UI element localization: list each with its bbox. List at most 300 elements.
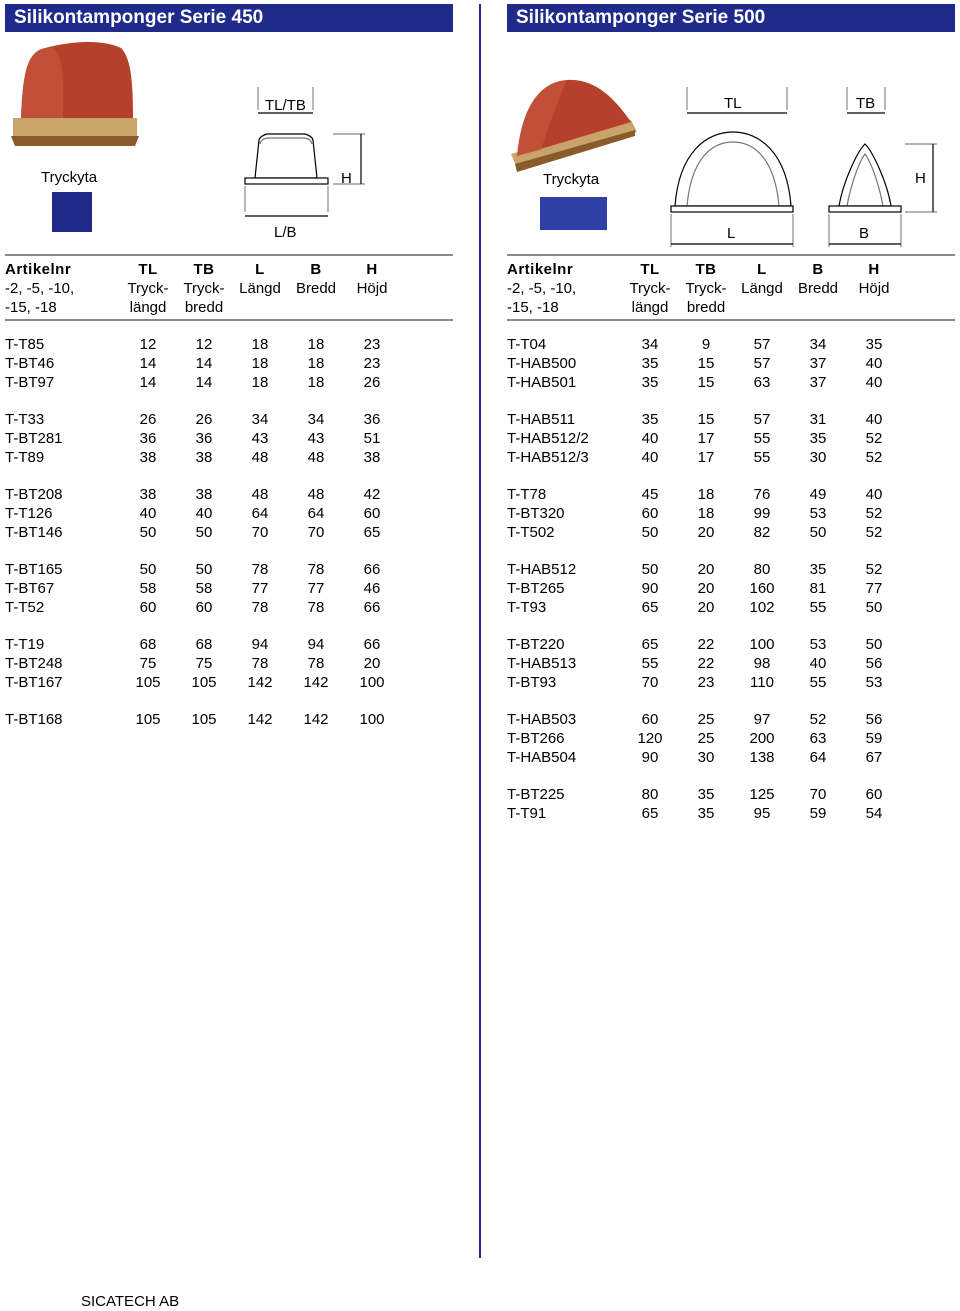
cell-artikelnr: T-BT266	[507, 730, 565, 747]
cell-b: 48	[307, 486, 325, 503]
cell-artikelnr: T-BT320	[507, 505, 565, 522]
cell-l: 94	[251, 636, 269, 653]
series-500-panel	[507, 4, 955, 841]
table-row	[5, 598, 453, 617]
cell-tb: 20	[697, 524, 715, 541]
cell-h: 59	[865, 730, 883, 747]
cell-b: 18	[307, 374, 325, 391]
cell-artikelnr: T-BT67	[5, 580, 55, 597]
cell-l: 100	[749, 636, 775, 653]
header-cell-b	[790, 298, 846, 317]
row-group	[507, 635, 955, 692]
header-cell-l	[232, 298, 288, 317]
header-cell-b	[288, 298, 344, 317]
cell-artikelnr: T-BT146	[5, 524, 63, 541]
cell-tl: 45	[641, 486, 659, 503]
dim-label-h: H	[341, 170, 352, 187]
cell-tb: 14	[195, 355, 213, 372]
cell-b: 55	[809, 674, 827, 691]
cell-artikelnr: T-T502	[507, 524, 555, 541]
cell-artikelnr: T-T33	[5, 411, 45, 428]
cell-h: 54	[865, 805, 883, 822]
cell-tb: 68	[195, 636, 213, 653]
header-cell-tb: bredd	[686, 299, 726, 316]
cell-h: 40	[865, 355, 883, 372]
cell-l: 76	[753, 486, 771, 503]
header-cell-tb: TB	[193, 261, 215, 278]
series-450-panel	[5, 4, 453, 747]
header-row	[507, 279, 955, 298]
cell-h: 56	[865, 711, 883, 728]
dim-label-b: B	[859, 225, 870, 242]
table-row	[5, 523, 453, 542]
cell-b: 142	[303, 711, 329, 728]
header-cell-h: Höjd	[858, 280, 890, 297]
table-row	[5, 373, 453, 392]
cell-h: 46	[363, 580, 381, 597]
cell-h: 56	[865, 655, 883, 672]
cell-artikelnr: T-BT220	[507, 636, 565, 653]
header-cell-tb: Tryck-	[183, 280, 225, 297]
cell-l: 18	[251, 374, 269, 391]
cell-b: 64	[809, 749, 827, 766]
cell-tl: 55	[641, 655, 659, 672]
header-cell-h	[344, 298, 400, 317]
table-row	[5, 635, 453, 654]
table-row	[5, 504, 453, 523]
cell-tl: 38	[139, 486, 157, 503]
cell-artikelnr: T-BT281	[5, 430, 63, 447]
cell-tl: 105	[135, 711, 161, 728]
cell-h: 66	[363, 599, 381, 616]
table-row	[5, 485, 453, 504]
cell-tb: 35	[697, 786, 715, 803]
dim-label-tl-tb: TL/TB	[265, 97, 306, 114]
header-cell-h: H	[868, 261, 880, 278]
cell-tl: 35	[641, 355, 659, 372]
cell-tb: 15	[697, 374, 715, 391]
header-cell-b: Bredd	[295, 280, 337, 297]
cell-tb: 26	[195, 411, 213, 428]
cell-h: 38	[363, 449, 381, 466]
header-cell-tl: längd	[631, 299, 669, 316]
table-row	[507, 635, 955, 654]
cell-tb: 50	[195, 561, 213, 578]
table-row	[5, 654, 453, 673]
table-row	[507, 804, 955, 823]
cell-l: 48	[251, 486, 269, 503]
header-cell-artikelnr: -15, -18	[507, 299, 559, 316]
cell-b: 53	[809, 505, 827, 522]
cell-b: 63	[809, 730, 827, 747]
table-row	[507, 673, 955, 692]
cell-b: 18	[307, 336, 325, 353]
table-header	[507, 256, 955, 319]
header-cell-tl: Tryck-	[629, 280, 671, 297]
cell-h: 52	[865, 449, 883, 466]
cell-artikelnr: T-HAB512/3	[507, 449, 589, 466]
cell-tb: 14	[195, 374, 213, 391]
cell-h: 50	[865, 599, 883, 616]
header-cell-tl: TL	[640, 261, 660, 278]
cell-tl: 35	[641, 374, 659, 391]
table-row	[507, 448, 955, 467]
cell-artikelnr: T-T89	[5, 449, 45, 466]
cell-tb: 35	[697, 805, 715, 822]
cell-h: 53	[865, 674, 883, 691]
cell-artikelnr: T-T85	[5, 336, 45, 353]
cell-h: 100	[359, 674, 385, 691]
cell-h: 52	[865, 430, 883, 447]
cell-h: 67	[865, 749, 883, 766]
cell-tb: 22	[697, 636, 715, 653]
tryckyta-color-swatch	[52, 192, 92, 232]
cell-l: 160	[749, 580, 775, 597]
table-row	[507, 485, 955, 504]
cell-l: 102	[749, 599, 775, 616]
cell-artikelnr: T-HAB503	[507, 711, 577, 728]
header-cell-h	[846, 298, 902, 317]
series-450-illustration	[5, 32, 453, 254]
cell-tb: 17	[697, 449, 715, 466]
header-cell-tb: TB	[695, 261, 717, 278]
header-cell-b: B	[310, 261, 322, 278]
table-row	[507, 429, 955, 448]
table-row	[5, 410, 453, 429]
header-cell-tl: längd	[129, 299, 167, 316]
cell-h: 36	[363, 411, 381, 428]
cell-tl: 70	[641, 674, 659, 691]
cell-h: 50	[865, 636, 883, 653]
cell-tl: 65	[641, 636, 659, 653]
cell-tl: 60	[641, 711, 659, 728]
table-row	[507, 710, 955, 729]
dim-label-tb: TB	[856, 95, 876, 112]
header-cell-h: H	[366, 261, 378, 278]
header-cell-tl: Tryck-	[127, 280, 169, 297]
cell-b: 34	[307, 411, 325, 428]
cell-tb: 20	[697, 580, 715, 597]
cell-tb: 12	[195, 336, 213, 353]
cell-artikelnr: T-BT165	[5, 561, 63, 578]
table-row	[507, 523, 955, 542]
cell-tl: 90	[641, 749, 659, 766]
dim-label-tl: TL	[724, 95, 742, 112]
footer-company: SICATECH AB	[81, 1293, 180, 1310]
header-cell-tl: TL	[138, 261, 158, 278]
cell-tb: 15	[697, 411, 715, 428]
cell-b: 70	[809, 786, 827, 803]
cell-l: 64	[251, 505, 269, 522]
cell-h: 66	[363, 636, 381, 653]
cell-l: 57	[753, 355, 771, 372]
cell-tb: 40	[195, 505, 213, 522]
cell-h: 60	[865, 786, 883, 803]
cell-l: 95	[753, 805, 771, 822]
cell-l: 142	[247, 711, 273, 728]
cell-artikelnr: T-BT168	[5, 711, 63, 728]
table-row	[507, 748, 955, 767]
series-500-table	[507, 321, 955, 823]
cell-tb: 18	[697, 486, 715, 503]
cell-l: 80	[753, 561, 771, 578]
cell-tl: 36	[139, 430, 157, 447]
cell-b: 34	[809, 336, 827, 353]
cell-h: 40	[865, 411, 883, 428]
cell-artikelnr: T-T04	[507, 336, 547, 353]
header-cell-artikelnr: Artikelnr	[507, 261, 574, 278]
cell-l: 200	[749, 730, 775, 747]
cell-artikelnr: T-HAB501	[507, 374, 577, 391]
cell-l: 142	[247, 674, 273, 691]
cell-tl: 60	[641, 505, 659, 522]
table-row	[5, 354, 453, 373]
cell-l: 78	[251, 655, 269, 672]
cell-artikelnr: T-BT248	[5, 655, 63, 672]
cell-artikelnr: T-HAB511	[507, 411, 576, 428]
cell-b: 50	[809, 524, 827, 541]
cell-h: 40	[865, 374, 883, 391]
cell-artikelnr: T-BT97	[5, 374, 55, 391]
table-row	[5, 673, 453, 692]
cell-b: 94	[307, 636, 325, 653]
cell-h: 60	[363, 505, 381, 522]
cell-l: 77	[251, 580, 269, 597]
table-header	[5, 256, 453, 319]
cell-l: 70	[251, 524, 269, 541]
cell-tb: 105	[191, 674, 217, 691]
cell-tl: 105	[135, 674, 161, 691]
row-group	[507, 335, 955, 392]
cell-b: 30	[809, 449, 827, 466]
table-row	[507, 729, 955, 748]
cell-h: 23	[363, 336, 381, 353]
cell-h: 52	[865, 505, 883, 522]
table-row	[5, 335, 453, 354]
header-cell-artikelnr: -2, -5, -10,	[507, 280, 577, 297]
row-group	[5, 635, 453, 692]
cell-tl: 65	[641, 599, 659, 616]
cell-tl: 50	[641, 561, 659, 578]
cell-l: 97	[753, 711, 771, 728]
header-cell-l	[734, 298, 790, 317]
dim-label-l: L	[727, 225, 736, 242]
cell-l: 18	[251, 355, 269, 372]
cell-tl: 40	[641, 430, 659, 447]
cell-tb: 105	[191, 711, 217, 728]
row-group	[5, 410, 453, 467]
header-cell-b: Bredd	[797, 280, 839, 297]
cell-tl: 40	[139, 505, 157, 522]
cell-b: 78	[307, 599, 325, 616]
cell-artikelnr: T-BT46	[5, 355, 55, 372]
row-group	[5, 560, 453, 617]
pad-drawing-500	[671, 87, 937, 247]
cell-b: 52	[809, 711, 827, 728]
series-500-illustration	[507, 32, 955, 254]
cell-b: 49	[809, 486, 827, 503]
cell-b: 35	[809, 561, 827, 578]
header-cell-artikelnr: -15, -18	[5, 299, 57, 316]
cell-artikelnr: T-T93	[507, 599, 547, 616]
cell-h: 42	[363, 486, 381, 503]
cell-artikelnr: T-T52	[5, 599, 45, 616]
cell-b: 53	[809, 636, 827, 653]
cell-l: 98	[753, 655, 771, 672]
cell-l: 110	[750, 674, 774, 691]
cell-b: 40	[809, 655, 827, 672]
table-row	[5, 560, 453, 579]
cell-h: 100	[359, 711, 385, 728]
cell-l: 57	[753, 336, 771, 353]
cell-tb: 9	[701, 336, 711, 353]
cell-b: 81	[809, 580, 827, 597]
cell-h: 77	[865, 580, 883, 597]
cell-tl: 68	[139, 636, 157, 653]
table-row	[507, 373, 955, 392]
series-450-title: Silikontamponger Serie 450	[5, 4, 453, 32]
cell-tb: 50	[195, 524, 213, 541]
row-group	[507, 410, 955, 467]
header-cell-l: L	[255, 261, 265, 278]
row-group	[5, 710, 453, 729]
cell-tb: 38	[195, 449, 213, 466]
table-row	[507, 335, 955, 354]
tryckyta-label: Tryckyta	[41, 169, 98, 186]
cell-b: 70	[307, 524, 325, 541]
cell-l: 48	[251, 449, 269, 466]
row-group	[507, 785, 955, 823]
cell-l: 34	[251, 411, 269, 428]
cell-tl: 120	[637, 730, 663, 747]
cell-tb: 30	[697, 749, 715, 766]
cell-tb: 15	[697, 355, 715, 372]
table-row	[5, 579, 453, 598]
cell-tb: 20	[697, 561, 715, 578]
cell-artikelnr: T-BT93	[507, 674, 557, 691]
cell-artikelnr: T-BT265	[507, 580, 565, 597]
row-group	[5, 335, 453, 392]
cell-artikelnr: T-HAB512	[507, 561, 577, 578]
cell-h: 35	[865, 336, 883, 353]
cell-artikelnr: T-T91	[507, 805, 547, 822]
header-row	[5, 298, 453, 317]
cell-h: 52	[865, 524, 883, 541]
cell-b: 55	[809, 599, 827, 616]
header-cell-artikelnr: -2, -5, -10,	[5, 280, 75, 297]
cell-b: 48	[307, 449, 325, 466]
cell-tb: 18	[697, 505, 715, 522]
cell-b: 37	[809, 355, 827, 372]
cell-tl: 60	[139, 599, 157, 616]
cell-l: 55	[753, 430, 771, 447]
table-row	[5, 710, 453, 729]
cell-artikelnr: T-T78	[507, 486, 547, 503]
cell-b: 77	[307, 580, 325, 597]
cell-l: 63	[753, 374, 771, 391]
row-group	[507, 560, 955, 617]
cell-tl: 50	[641, 524, 659, 541]
row-group	[507, 485, 955, 542]
cell-h: 26	[363, 374, 381, 391]
cell-tl: 14	[139, 374, 157, 391]
dim-label-l-b: L/B	[274, 224, 297, 241]
cell-l: 125	[749, 786, 775, 803]
tryckyta-label: Tryckyta	[543, 171, 600, 188]
cell-artikelnr: T-BT225	[507, 786, 565, 803]
cell-tb: 25	[697, 730, 715, 747]
cell-tl: 35	[641, 411, 659, 428]
cell-b: 31	[809, 411, 827, 428]
header-row	[507, 298, 955, 317]
table-row	[507, 354, 955, 373]
cell-h: 40	[865, 486, 883, 503]
cell-tb: 20	[697, 599, 715, 616]
cell-tl: 90	[641, 580, 659, 597]
table-row	[507, 560, 955, 579]
cell-h: 65	[363, 524, 381, 541]
pad-photo-450	[11, 42, 139, 146]
cell-tb: 25	[697, 711, 715, 728]
table-row	[5, 448, 453, 467]
cell-b: 78	[307, 561, 325, 578]
cell-l: 138	[749, 749, 775, 766]
cell-artikelnr: T-HAB504	[507, 749, 577, 766]
row-group	[507, 710, 955, 767]
table-row	[507, 654, 955, 673]
tryckyta-color-swatch	[540, 197, 607, 230]
table-row	[507, 598, 955, 617]
series-450-table	[5, 321, 453, 729]
cell-artikelnr: T-BT167	[5, 674, 63, 691]
cell-tl: 26	[139, 411, 157, 428]
cell-tb: 58	[195, 580, 213, 597]
cell-tl: 80	[641, 786, 659, 803]
cell-artikelnr: T-T19	[5, 636, 45, 653]
cell-tl: 12	[139, 336, 157, 353]
cell-l: 99	[753, 505, 771, 522]
cell-h: 52	[865, 561, 883, 578]
cell-b: 43	[307, 430, 325, 447]
cell-tb: 36	[195, 430, 213, 447]
cell-b: 78	[307, 655, 325, 672]
cell-l: 78	[251, 599, 269, 616]
cell-h: 66	[363, 561, 381, 578]
cell-artikelnr: T-BT208	[5, 486, 63, 503]
cell-tl: 38	[139, 449, 157, 466]
cell-tl: 50	[139, 524, 157, 541]
header-row	[5, 260, 453, 279]
cell-l: 43	[251, 430, 269, 447]
header-row	[5, 279, 453, 298]
column-divider	[479, 4, 481, 1258]
table-row	[507, 785, 955, 804]
cell-tl: 58	[139, 580, 157, 597]
cell-tl: 75	[139, 655, 157, 672]
cell-b: 142	[303, 674, 329, 691]
cell-b: 37	[809, 374, 827, 391]
pad-photo-500	[511, 80, 637, 172]
header-cell-h: Höjd	[356, 280, 388, 297]
cell-h: 20	[363, 655, 381, 672]
cell-b: 64	[307, 505, 325, 522]
cell-l: 57	[753, 411, 771, 428]
cell-artikelnr: T-HAB500	[507, 355, 577, 372]
cell-tl: 34	[641, 336, 659, 353]
cell-tl: 50	[139, 561, 157, 578]
cell-tb: 23	[697, 674, 715, 691]
row-group	[5, 485, 453, 542]
